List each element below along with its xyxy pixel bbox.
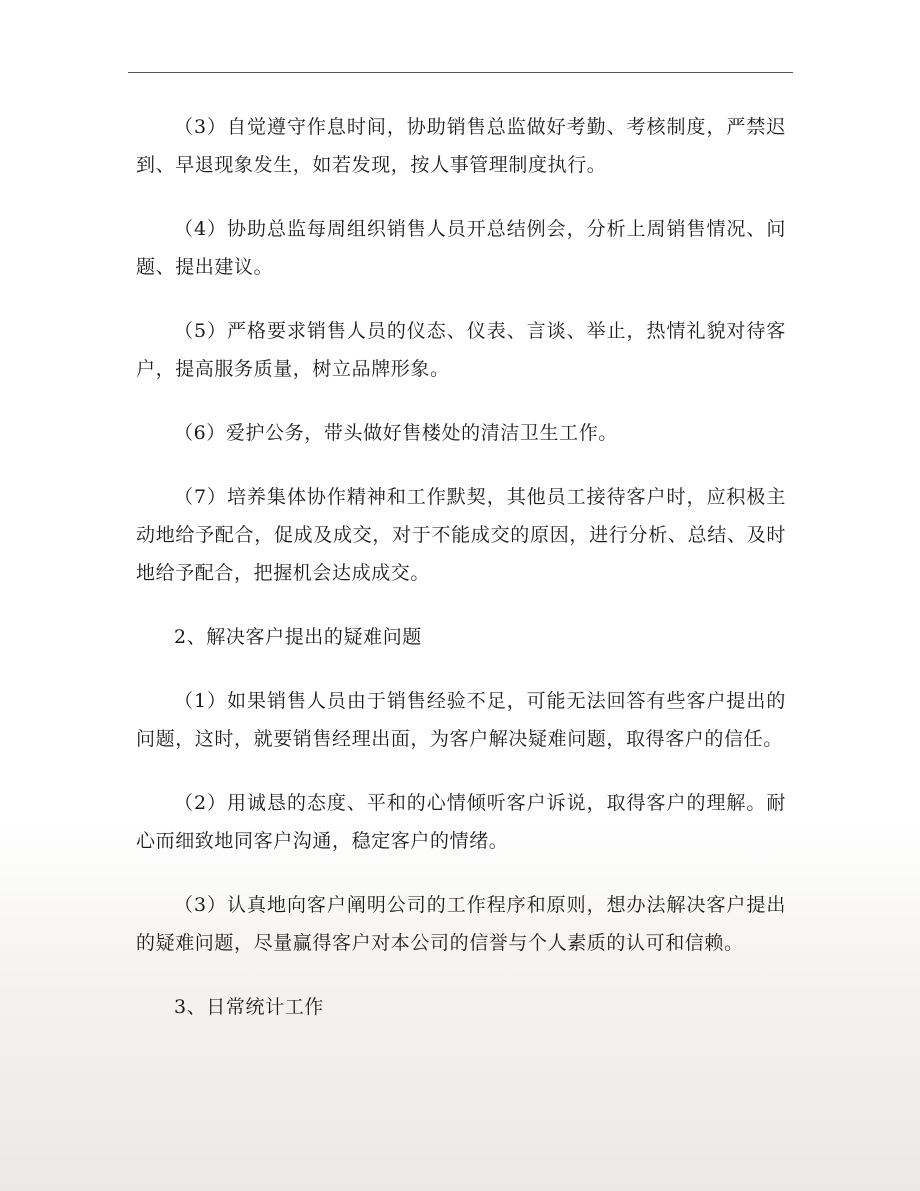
- section-heading-3: 3、日常统计工作: [174, 996, 324, 1018]
- section-heading-2: 2、解决客户提出的疑难问题: [174, 626, 422, 648]
- paragraph-5: （5）严格要求销售人员的仪态、仪表、言谈、举止，热情礼貌对待客户，提高服务质量，树立品牌形象。: [136, 320, 786, 380]
- paragraph-2-1: （1）如果销售人员由于销售经验不足，可能无法回答有些客户提出的问题，这时，就要销售经理出面，为客户解决疑难问题，取得客户的信任。: [136, 690, 786, 750]
- paragraph-3: （3）自觉遵守作息时间，协助销售总监做好考勤、考核制度，严禁迟到、早退现象发生，如若发现，按人事管理制度执行。: [136, 116, 786, 176]
- header-rule: [128, 72, 793, 73]
- paragraph-2-3: （3）认真地向客户阐明公司的工作程序和原则，想办法解决客户提出的疑难问题，尽量赢得客户对本公司的信誉与个人素质的认可和信赖。: [136, 894, 786, 954]
- paragraph-4: （4）协助总监每周组织销售人员开总结例会，分析上周销售情况、问题、提出建议。: [136, 218, 786, 278]
- paragraph-7: （7）培养集体协作精神和工作默契，其他员工接待客户时，应积极主动地给予配合，促成及成交，对于不能成交的原因，进行分析、总结、及时地给予配合，把握机会达成成交。: [136, 486, 786, 584]
- paragraph-6: （6）爱护公务，带头做好售楼处的清洁卫生工作。: [174, 422, 618, 444]
- paragraph-2-2: （2）用诚恳的态度、平和的心情倾听客户诉说，取得客户的理解。耐心而细致地同客户沟通，稳定客户的情绪。: [136, 792, 786, 852]
- document-body: [136, 108, 786, 1052]
